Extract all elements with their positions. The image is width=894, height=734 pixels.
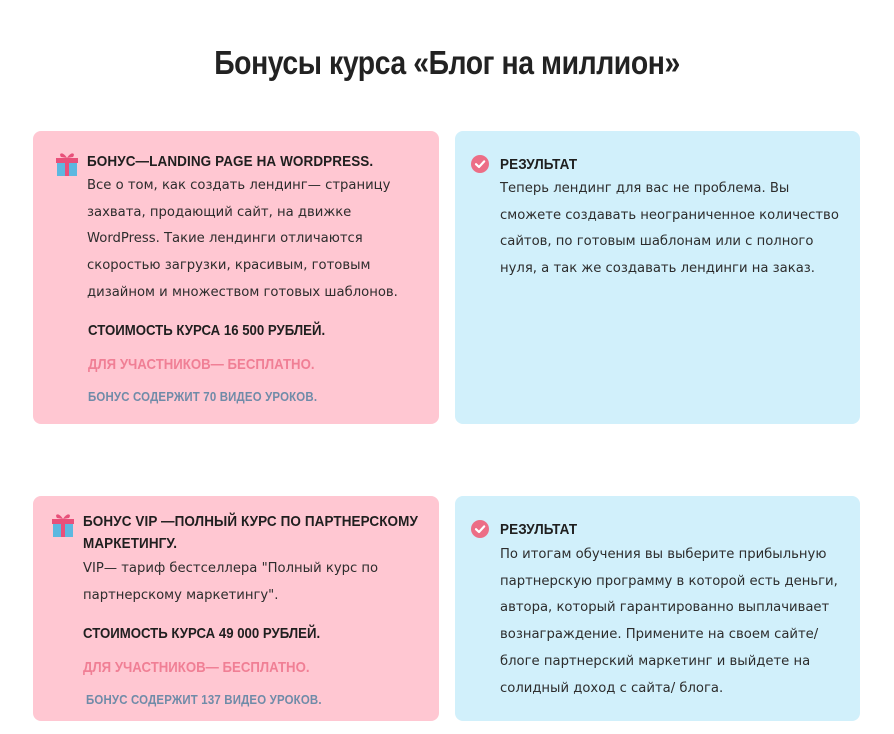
course-price: СТОИМОСТЬ КУРСА 49 000 РУБЛЕЙ. [83,625,321,642]
course-price: СТОИМОСТЬ КУРСА 16 500 РУБЛЕЙ. [88,322,326,339]
bonus-description: Все о том, как создать лендинг— страницу захвата, продающий сайт, на движке WordPress. Такие лендинги отличаются скоростью загрузки, красивым, готовым дизайном и множеством готовых шаблонов. [87,178,398,300]
video-lessons-count: БОНУС СОДЕРЖИТ 137 ВИДЕО УРОКОВ. [86,692,322,707]
result-heading: РЕЗУЛЬТАТ [500,156,578,173]
free-for-participants: ДЛЯ УЧАСТНИКОВ— БЕСПЛАТНО. [88,356,315,373]
page-title: Бонусы курса «Блог на миллион» [214,44,680,81]
bonus-heading: БОНУС—LANDING PAGE НА WORDPRESS. [87,153,374,170]
check-circle-icon [471,155,489,173]
result-description: Теперь лендинг для вас не проблема. Вы сможете создавать неограниченное количество сайтов, по готовым шаблонам или с полного нуля, а так же создавать лендинги на заказ. [500,181,839,277]
check-circle-icon [471,520,489,538]
gift-icon [51,512,75,538]
video-lessons-count: БОНУС СОДЕРЖИТ 70 ВИДЕО УРОКОВ. [88,389,318,404]
result-heading: РЕЗУЛЬТАТ [500,521,578,538]
bonus-description: VIP— тариф бестселлера "Полный курс по партнерскому маркетингу". [83,561,379,603]
gift-icon [55,151,79,177]
result-description: По итогам обучения вы выберите прибыльную партнерскую программу в которой есть деньги, автора, который гарантированно выплачивает вознаграждение. Примените на своем сайте/ блоге партнерский маркетинг и выйдете на солидный доход с сайта/ блога. [500,547,838,696]
free-for-participants: ДЛЯ УЧАСТНИКОВ— БЕСПЛАТНО. [83,659,310,676]
bonus-heading: БОНУС VIP —ПОЛНЫЙ КУРС ПО ПАРТНЕРСКОМУ МАРКЕТИНГУ. [83,513,418,552]
